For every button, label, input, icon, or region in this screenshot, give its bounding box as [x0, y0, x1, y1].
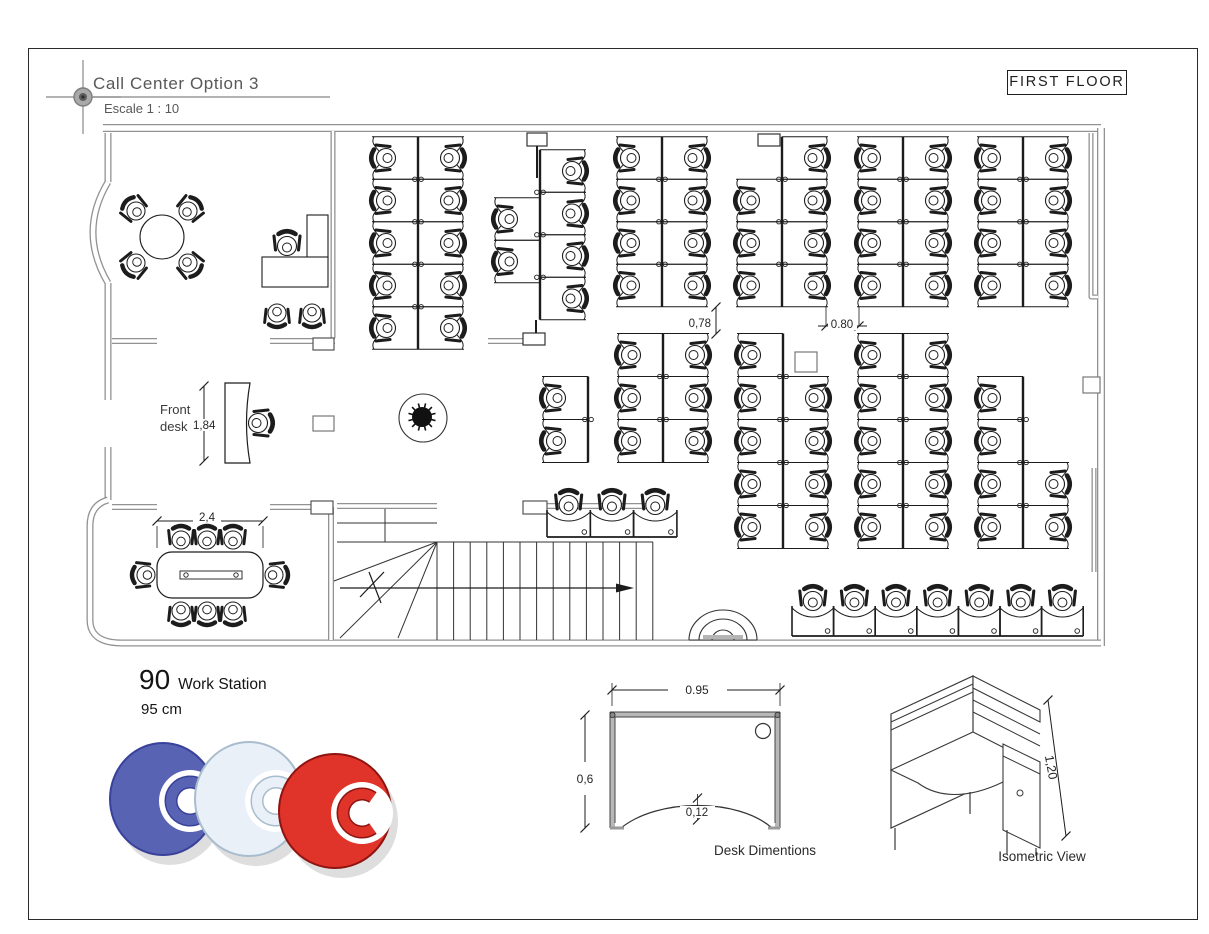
workstation-count-line [139, 664, 267, 696]
office-chair-icon [493, 249, 517, 275]
office-chair-icon [1046, 230, 1070, 256]
office-chair-icon [976, 385, 1000, 411]
office-chair-icon [686, 385, 710, 411]
office-chair-icon [173, 248, 207, 282]
office-chair-icon [736, 342, 760, 368]
office-chair-icon [856, 230, 880, 256]
office-chair-icon [441, 273, 465, 299]
page-title: Call Center Option 3 [93, 74, 260, 93]
office-chair-icon [169, 602, 194, 625]
workstation [792, 586, 834, 636]
office-chair-icon [599, 490, 625, 514]
office-chair-icon [686, 428, 710, 454]
office-chair-icon [805, 273, 829, 299]
office-chair-icon [856, 428, 880, 454]
office-chair-icon [976, 428, 1000, 454]
office-chair-icon [856, 514, 880, 540]
office-chair-icon [976, 188, 1000, 214]
office-chair-icon [805, 188, 829, 214]
workstation-cluster [493, 150, 587, 320]
isometric-view [891, 676, 1071, 856]
office-chair-icon [371, 188, 395, 214]
office-chair-icon [856, 342, 880, 368]
office-chair-icon [117, 192, 151, 226]
office-chair-icon [735, 273, 759, 299]
office-chair-icon [1046, 145, 1070, 171]
desk-row [792, 586, 1083, 636]
office-chair-icon [926, 188, 950, 214]
svg-text:0,12: 0,12 [685, 807, 709, 819]
office-chair-icon [841, 586, 867, 610]
svg-text:1,84: 1,84 [193, 420, 216, 432]
arch [689, 610, 757, 640]
workstation-cluster [976, 137, 1070, 307]
workstation-cluster [735, 137, 829, 307]
office-chair-icon [976, 230, 1000, 256]
office-chair-icon [132, 563, 155, 588]
office-chair-icon [805, 230, 829, 256]
office-chair-icon [1046, 188, 1070, 214]
desk-height-note: 95 cm [141, 701, 182, 718]
office-chair-icon [616, 342, 640, 368]
floor-label: FIRST FLOOR [1007, 70, 1127, 95]
office-chair-icon [686, 342, 710, 368]
office-chair-icon [300, 304, 325, 327]
svg-text:0,6: 0,6 [576, 772, 594, 786]
office-chair-icon [563, 158, 587, 184]
office-chair-icon [856, 471, 880, 497]
office-chair-icon [976, 145, 1000, 171]
office-chair-icon [541, 385, 565, 411]
office-chair-icon [806, 428, 830, 454]
svg-text:Front: Front [160, 402, 191, 417]
office-chair-icon [371, 145, 395, 171]
office-chair-icon [883, 586, 909, 610]
office-chair-icon [1046, 273, 1070, 299]
workstation [958, 586, 1000, 636]
office-chair-icon [800, 586, 826, 610]
desk-row [547, 490, 677, 537]
office-chair-icon [616, 428, 640, 454]
office-chair-icon [856, 385, 880, 411]
conference [132, 511, 288, 625]
office-chair-icon [173, 192, 207, 226]
office-chair-icon [685, 273, 709, 299]
workstation-cluster [856, 137, 950, 307]
office-chair-icon [685, 145, 709, 171]
office-chair-icon [976, 273, 1000, 299]
office-chair-icon [736, 471, 760, 497]
office-chair-icon [926, 385, 950, 411]
office [117, 192, 328, 327]
office-chair-icon [806, 385, 830, 411]
office-chair-icon [926, 145, 950, 171]
office-chair-icon [616, 385, 640, 411]
front-desk [160, 382, 273, 466]
workstation [590, 490, 633, 537]
workstation [834, 586, 876, 636]
office-chair-icon [736, 514, 760, 540]
office-chair-icon [926, 342, 950, 368]
office-chair-icon [856, 273, 880, 299]
svg-text:2,4: 2,4 [199, 512, 215, 524]
office-chair-icon [615, 273, 639, 299]
workstation [917, 586, 959, 636]
office-chair-icon [642, 490, 668, 514]
office-chair-icon [1049, 586, 1075, 610]
office-chair-icon [371, 315, 395, 341]
workstation-count: 90 [139, 664, 171, 695]
office-chair-icon [249, 410, 273, 436]
office-chair-icon [966, 586, 992, 610]
svg-text:1,20: 1,20 [1041, 754, 1060, 781]
office-chair-icon [441, 145, 465, 171]
office-chair-icon [976, 514, 1000, 540]
office-desk [307, 215, 328, 259]
office-chair-icon [1046, 514, 1070, 540]
round-table [140, 215, 184, 259]
scale-note: Escale 1 : 10 [104, 101, 180, 116]
office-chair-icon [169, 526, 194, 549]
office-chair-icon [1046, 471, 1070, 497]
stairs [334, 509, 653, 640]
workstation [1000, 586, 1042, 636]
plant [399, 394, 447, 442]
office-chair-icon [117, 248, 151, 282]
office-chair-icon [736, 385, 760, 411]
office-chair-icon [274, 231, 300, 255]
office-chair-icon [556, 490, 582, 514]
office-chair-icon [441, 188, 465, 214]
workstation-cluster [976, 377, 1070, 549]
svg-text:0.80: 0.80 [830, 319, 854, 331]
office-chair-icon [805, 145, 829, 171]
office-chair-icon [685, 188, 709, 214]
office-chair-icon [221, 602, 246, 625]
office-chair-icon [615, 188, 639, 214]
office-chair-icon [615, 230, 639, 256]
workstation [875, 586, 917, 636]
office-chair-icon [926, 230, 950, 256]
office-chair-icon [541, 428, 565, 454]
office-chair-icon [221, 526, 246, 549]
svg-text:0,78: 0,78 [688, 318, 711, 330]
office-chair-icon [926, 273, 950, 299]
office-chair-icon [563, 286, 587, 312]
office-chair-icon [735, 188, 759, 214]
desk-dimensions-diagram [577, 683, 785, 833]
isometric-caption: Isometric View [998, 849, 1086, 864]
office-chair-icon [563, 201, 587, 227]
title-marker [46, 60, 330, 134]
office-chair-icon [926, 514, 950, 540]
desk-rows [547, 490, 1083, 636]
office-chair-icon [976, 471, 1000, 497]
office-chair-icon [1008, 586, 1034, 610]
workstation-cluster [616, 334, 710, 463]
office-chair-icon [371, 230, 395, 256]
office-chair-icon [856, 188, 880, 214]
office-chair-icon [265, 563, 288, 588]
office-chair-icon [441, 315, 465, 341]
svg-text:desk: desk [160, 419, 188, 434]
office-chair-icon [856, 145, 880, 171]
workstation-count-label: Work Station [178, 676, 267, 693]
office-chair-icon [265, 304, 290, 327]
office-chair-icon [735, 230, 759, 256]
office-chair-icon [925, 586, 951, 610]
office-chair-icon [195, 526, 220, 549]
office-chair-icon [563, 243, 587, 269]
workstation [1042, 586, 1084, 636]
office-chair-icon [493, 206, 517, 232]
workstation-cluster [541, 377, 593, 463]
office-chair-icon [926, 471, 950, 497]
workstation-clusters [371, 137, 1070, 549]
office-chair-icon [806, 471, 830, 497]
office-chair-icon [926, 428, 950, 454]
workstation [634, 490, 677, 537]
office-chair-icon [615, 145, 639, 171]
workstation-cluster [615, 137, 709, 307]
workstation-cluster [856, 334, 950, 549]
workstation-cluster [371, 137, 465, 350]
desk-diagram-caption: Desk Dimentions [713, 843, 817, 858]
svg-text:0.95: 0.95 [685, 683, 709, 697]
office-chair-icon [195, 602, 220, 625]
office-chair-icon [371, 273, 395, 299]
office-chair-icon [736, 428, 760, 454]
office-chair-icon [685, 230, 709, 256]
workstation [547, 490, 590, 537]
office-chair-icon [441, 230, 465, 256]
office-chair-icon [806, 514, 830, 540]
company-logo [110, 742, 398, 878]
